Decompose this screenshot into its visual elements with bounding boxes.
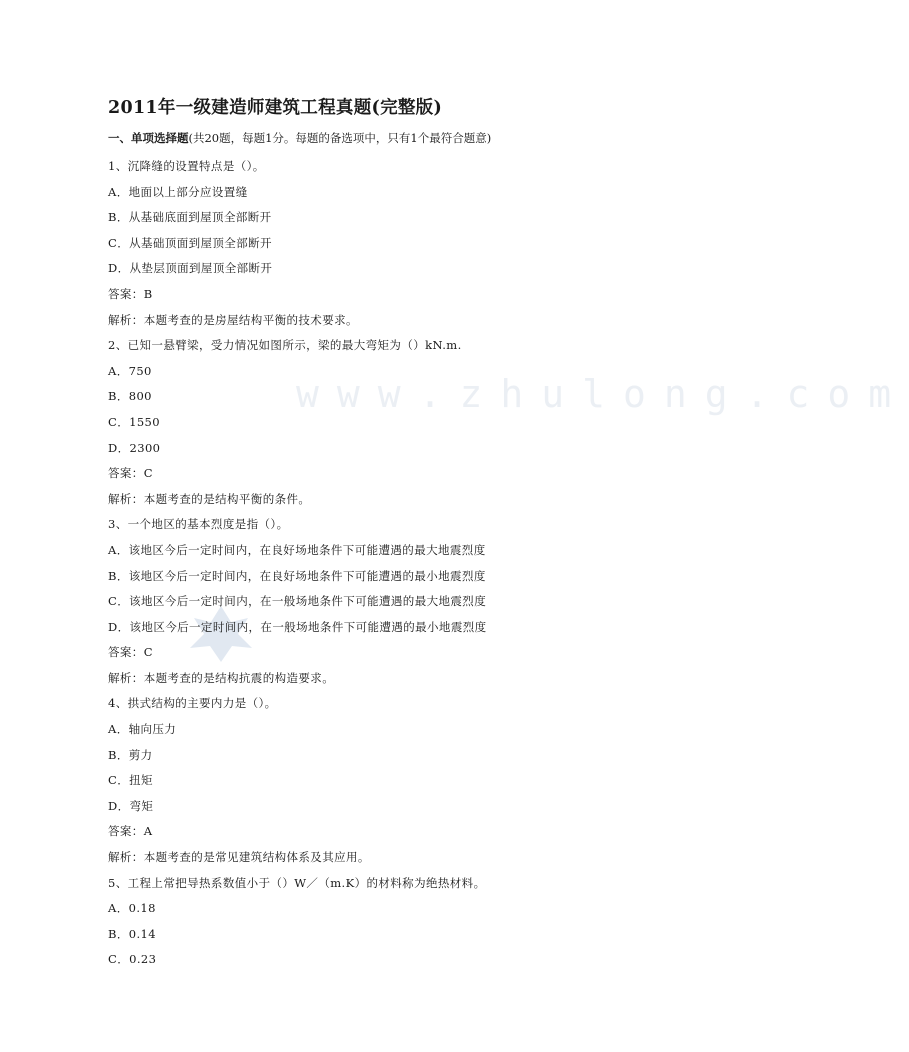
- text-line: D．弯矩: [108, 798, 154, 813]
- text-line: 5、工程上常把导热系数值小于（）W／（m.K）的材料称为绝热材料。: [108, 875, 486, 890]
- text-line: B．剪力: [108, 747, 153, 762]
- text-line: B．从基础底面到屋顶全部断开: [108, 210, 272, 225]
- text-line: A．0.18: [108, 901, 156, 916]
- text-line: 解析：本题考查的是常见建筑结构体系及其应用。: [108, 850, 370, 865]
- text-line: 4、拱式结构的主要内力是（）。: [108, 696, 277, 711]
- text-line: D．该地区今后一定时间内，在一般场地条件下可能遭遇的最小地震烈度: [108, 619, 487, 634]
- text-line: 解析：本题考查的是结构抗震的构造要求。: [108, 670, 335, 685]
- text-line: 答案：A: [108, 824, 153, 839]
- text-line: C．从基础顶面到屋顶全部断开: [108, 235, 272, 250]
- text-line: A．地面以上部分应设置缝: [108, 184, 248, 199]
- text-line: A．750: [108, 363, 152, 378]
- question-list: [108, 157, 708, 976]
- text-line: C．1550: [108, 414, 160, 429]
- section-heading: [108, 130, 491, 146]
- text-line: D．从垫层顶面到屋顶全部断开: [108, 261, 273, 276]
- text-line: 答案：C: [108, 645, 153, 660]
- section-heading-label: 一、单项选择题: [108, 131, 189, 145]
- text-line: C．该地区今后一定时间内，在一般场地条件下可能遭遇的最大地震烈度: [108, 594, 487, 609]
- text-line: C．扭矩: [108, 773, 153, 788]
- text-line: B．该地区今后一定时间内，在良好场地条件下可能遭遇的最小地震烈度: [108, 568, 486, 583]
- text-line: B．0.14: [108, 926, 156, 941]
- text-line: C．0.23: [108, 952, 157, 967]
- text-line: D．2300: [108, 440, 161, 455]
- text-line: A．该地区今后一定时间内，在良好场地条件下可能遭遇的最大地震烈度: [108, 542, 486, 557]
- text-line: 答案：B: [108, 286, 153, 301]
- text-line: 解析：本题考查的是结构平衡的条件。: [108, 491, 311, 506]
- text-line: B．800: [108, 389, 152, 404]
- text-line: 答案：C: [108, 466, 153, 481]
- text-line: 3、一个地区的基本烈度是指（）。: [108, 517, 289, 532]
- text-line: 2、已知一悬臂梁，受力情况如图所示，梁的最大弯矩为（）kN.m.: [108, 338, 462, 353]
- watermark: www.zhulong.com: [296, 372, 909, 416]
- text-line: 1、沉降缝的设置特点是（）。: [108, 159, 265, 173]
- text-line: 解析：本题考查的是房屋结构平衡的技术要求。: [108, 312, 358, 327]
- text-line: A．轴向压力: [108, 722, 177, 737]
- section-heading-note: (共20题，每题1分。每题的备选项中，只有1个最符合题意): [188, 131, 492, 145]
- page-title: 2011年一级建造师建筑工程真题(完整版): [108, 98, 443, 118]
